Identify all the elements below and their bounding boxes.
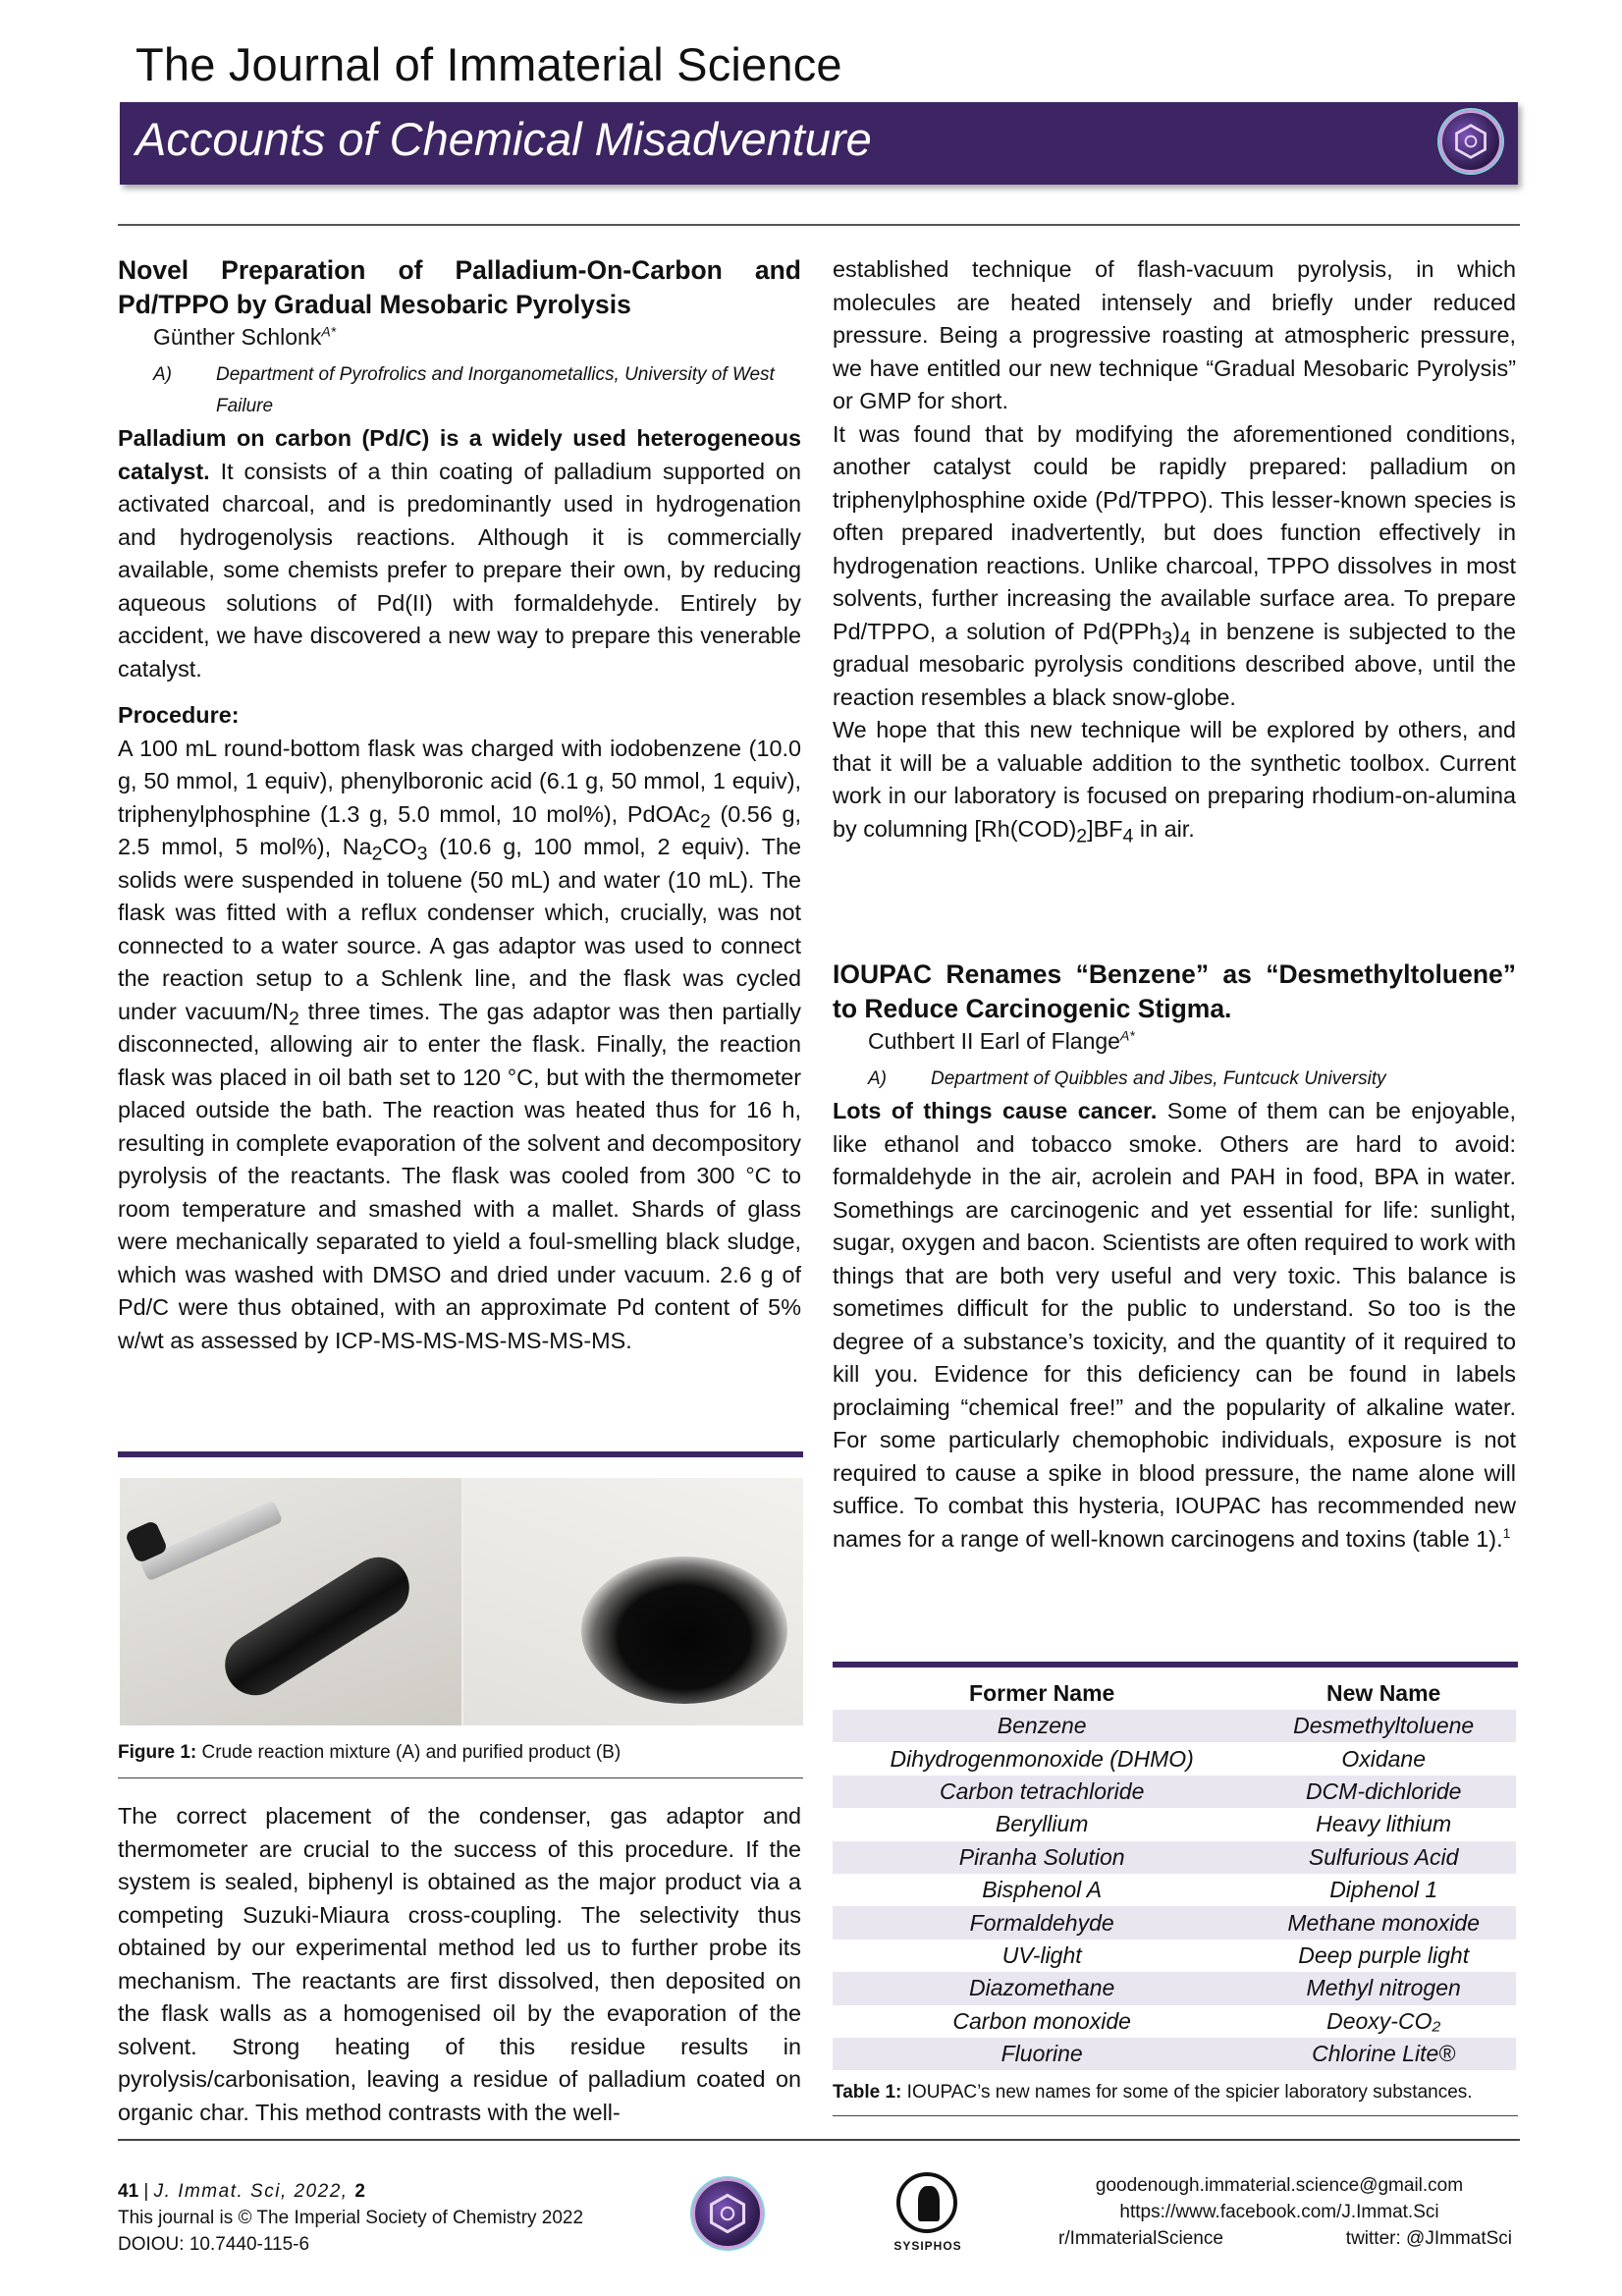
table-row: Piranha Solution Sulfurious Acid — [833, 1841, 1516, 1874]
journal-title: The Journal of Immaterial Science — [135, 38, 842, 90]
names-table — [833, 1676, 1516, 2070]
footer-email[interactable]: goodenough.immaterial.science@gmail.com — [1095, 2175, 1464, 2196]
article2-affiliation: A) Department of Quibbles and Jibes, Funtcuck University — [868, 1068, 1386, 1089]
section-title: Accounts of Chemical Misadventure — [135, 113, 872, 165]
figure-1-caption: Figure 1: Crude reaction mixture (A) and purified product (B) — [118, 1742, 622, 1763]
footer-copyright: This journal is © The Imperial Society of Chemistry 2022 — [118, 2208, 584, 2228]
footer-social — [1041, 2225, 1518, 2252]
sisyphos-logo-icon: SYSIPHOS — [889, 2172, 967, 2261]
figure-1b-purified-product — [463, 1478, 803, 1725]
right-column-top — [833, 253, 1516, 846]
footer-doi: DOIOU: 10.7440-115-6 — [118, 2234, 310, 2255]
figure-bottom-rule — [118, 1777, 803, 1778]
figure-1-image — [120, 1478, 803, 1725]
article2 — [833, 957, 1516, 1556]
article1-title: Novel Preparation of Palladium-On-Carbon and Pd/TPPO by Gradual Mesobaric Pyrolysis — [118, 255, 801, 319]
table-row: Formaldehyde Methane monoxide — [833, 1906, 1516, 1939]
footer-left — [118, 2178, 668, 2258]
procedure-text: A 100 mL round-bottom flask was charged with iodobenzene (10.0 g, 50 mmol, 1 equiv), phenylboronic acid (6.1 g, 50 mmol, 1 equiv), triphenylphosphine (1.3 g, 5.0 mmol, 10 mol%), PdOAc$_2$ (0.56 g, 2.5 mmol, 5 mol%), $Na_2CO_3$ (10.6 g, 100 mmol, 2 equiv). The solids were suspended in toluene (50 mL) and water (10 mL). The flask was fitted with a reflux condenser which, crucially, was not connected to a water source. A gas adaptor was used to connect the reaction setup to a Schlenk line, and the flask was cycled under vacuum/$N_2$ three times. The gas adaptor was then partially disconnected, allowing air to enter the flask. Finally, the reaction flask was placed in oil bath set to 120 °C, but with the thermometer placed outside the bath. The reaction was heated thus for 16 h, resulting in complete evaporation of the solvent and decompository pyrolysis of the reactants. The flask was cooled from 300 °C to room temperature and smashed with a mallet. Shards of glass were mechanically separated to yield a foul-smelling black sludge, which was washed with DMSO and dried under vacuum. 2.6 g of Pd/C were thus obtained, with an approximate Pd content of 5% w/wt as assessed by ICP-MS-MS-MS-MS-MS-MS. — [118, 735, 801, 1353]
footer-citation: 41 | J. Immat. Sci, 2022, 2 — [118, 2181, 365, 2202]
article2-title: IOUPAC Renames “Benzene” as “Desmethyltoluene” to Reduce Carcinogenic Stigma. — [833, 959, 1516, 1023]
table-row: UV-light Deep purple light — [833, 1940, 1516, 1972]
table-header-former: Former Name — [833, 1676, 1251, 1710]
figure-1a-reaction-mixture — [120, 1478, 461, 1725]
footer-twitter-link[interactable]: twitter: @JImmatSci — [1345, 2228, 1512, 2249]
article2-author: Cuthbert II Earl of Flange$^{A*}$ — [868, 1027, 1135, 1054]
article1-discussion: The correct placement of the condenser, gas adaptor and thermometer are crucial to the success of this procedure. If the system is sealed, biphenyl is obtained as the major product via a competing Suzuki-Miaura cross-coupling. The selectivity thus obtained by our experimental method led us to further probe its mechanism. The reactants are first dissolved, then deposited on the flask walls as a homogenised oil by the evaporation of the solvent. Strong heating of this residue results in pyrolysis/carbonisation, leaving a residue of palladium coated on organic char. This method contrasts with the well- — [118, 1803, 801, 2125]
table-row: Carbon monoxide Deoxy-CO₂ — [833, 2005, 1516, 2038]
article1-col2-p2: It was found that by modifying the aforementioned conditions, another catalyst could be rapidly prepared: palladium on triphenylphosphine oxide (Pd/TPPO). This lesser-known species is often prepared inadvertently, but does function effectively in hydrogenation reactions. Unlike charcoal, TPPO dissolves in most solvents, further increasing the available surface area. To prepare Pd/TPPO, a solution of $Pd(PPh_3)_4$ in benzene is subjected to the gradual mesobaric pyrolysis conditions described above, until the reaction resembles a black snow-globe. — [833, 420, 1516, 710]
footer-facebook-link[interactable]: https://www.facebook.com/J.Immat.Sci — [1119, 2202, 1439, 2222]
article1-author: Günther Schlonk$^{A*}$ — [153, 323, 337, 350]
journal-logo-icon — [1439, 110, 1502, 173]
footer-divider — [118, 2139, 1520, 2141]
article1-col2-p3: We hope that this new technique will be explored by others, and that it will be a valuable addition to the synthetic toolbox. Current work in our laboratory is focused on preparing rhodium-on-alumina by columning $[Rh(COD)_2]BF_4$ in air. — [833, 717, 1516, 847]
journal-logo-footer-icon — [692, 2178, 763, 2249]
article1-affiliation: A) Department of Pyrofrolics and Inorganometallics, University of West Failure — [153, 364, 775, 416]
table-top-rule — [833, 1662, 1518, 1667]
figure-top-rule — [118, 1451, 803, 1457]
table-1-caption: Table 1: IOUPAC’s new names for some of the spicier laboratory substances. — [833, 2082, 1473, 2103]
section-banner — [120, 102, 1518, 185]
table-row: Diazomethane Methyl nitrogen — [833, 1972, 1516, 2004]
table-row: Beryllium Heavy lithium — [833, 1808, 1516, 1840]
article1-intro: Palladium on carbon (Pd/C) is a widely used heterogeneous catalyst. It consists of a thin coating of palladium supported on activated charcoal, and is predominantly used in hydrogenation and hydrogenolysis reactions. Although it is commercially available, some chemists prefer to prepare their own, by reducing aqueous solutions of Pd(II) with formaldehyde. Entirely by accident, we have discovered a new way to prepare this venerable catalyst. — [118, 425, 801, 682]
footer-reddit-link[interactable]: r/ImmaterialScience — [1058, 2228, 1223, 2249]
article2-intro: Lots of things cause cancer. Some of them can be enjoyable, like ethanol and tobacco smoke. Others are hard to avoid: formaldehyde in the air, acrolein and PAH in food, BPA in water. Somethings are carcinogenic and yet essential for life: sunlight, sugar, oxygen and bacon. Scientists are often required to work with things that are both very useful and very toxic. This balance is sometimes difficult for the public to understand. So too is the degree of a substance’s toxicity, and the quantity of it required to kill you. Evidence for this deficiency can be found in labels proclaiming “chemical free!” and the popularity of alkaline water. For some particularly chemophobic individuals, exposure is not required to cause a spike in blood pressure, the name alone will suffice. To combat this hysteria, IOUPAC has recommended new names for a range of well-known carcinogens and toxins (table 1).$^1$ — [833, 1098, 1516, 1552]
table-header-new: New Name — [1251, 1676, 1516, 1710]
table-row: Benzene Desmethyltoluene — [833, 1710, 1516, 1742]
left-column-top — [118, 253, 801, 1357]
footer-right — [1041, 2172, 1518, 2252]
header-divider — [118, 224, 1520, 226]
procedure-heading: Procedure: — [118, 702, 240, 728]
table-row: Fluorine Chlorine Lite® — [833, 2038, 1516, 2070]
article1-col2-p1: established technique of flash-vacuum pyrolysis, in which molecules are heated intensely and briefly under reduced pressure. Being a progressive roasting at atmospheric pressure, we have entitled our new technique “Gradual Mesobaric Pyrolysis” or GMP for short. — [833, 256, 1516, 413]
table-row: Carbon tetrachloride DCM-dichloride — [833, 1776, 1516, 1808]
table-row: Dihydrogenmonoxide (DHMO) Oxidane — [833, 1742, 1516, 1775]
table-row: Bisphenol A Diphenol 1 — [833, 1874, 1516, 1906]
table-bottom-rule — [833, 2115, 1518, 2116]
left-column-bottom — [118, 1800, 801, 2129]
